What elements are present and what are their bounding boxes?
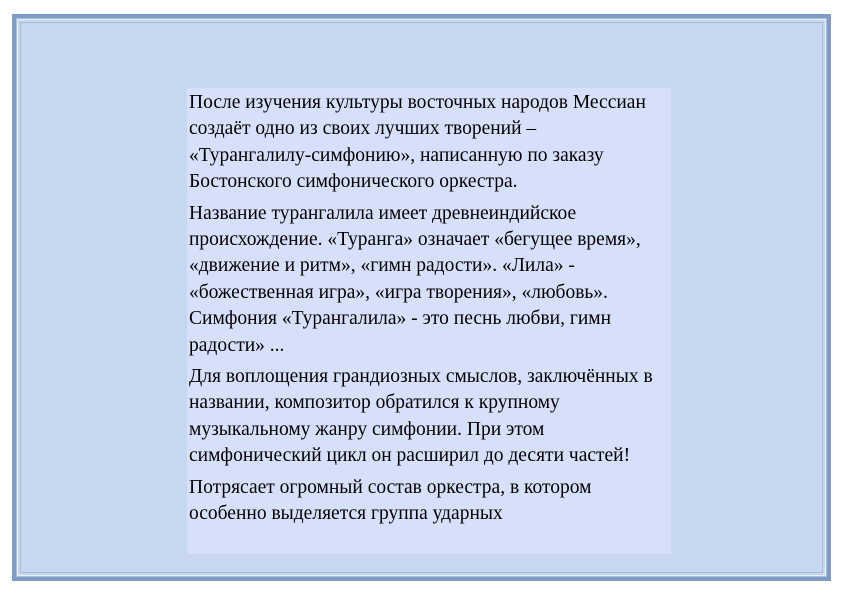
paragraph-1: После изучения культуры восточных народов Мессиан создаёт одно из своих лучших творений – «Турангалилу-симфонию», написанную по заказу Бостонского симфонического оркестра. [189,92,646,193]
paragraph-2: Название турангалила имеет древнеиндийское происхождение. «Туранга» означает «бегущее время», «движение и ритм», «гимн радости». «Лила» - «божественная игра», «игра творения», «любовь». Симфония «Турангалила» - это песнь любви, гимн радости» ... [189,202,641,356]
paragraph-3: Для воплощения грандиозных смыслов, заключённых в названии, композитор обратился к крупному музыкальному жанру симфонии. При этом симфонический цикл он расширил до десяти частей! [189,366,653,467]
slide-frame [12,14,831,581]
text-box [187,88,671,554]
paragraph-4: Потрясает огромный состав оркестра, в котором особенно выделяется группа ударных [189,476,592,525]
